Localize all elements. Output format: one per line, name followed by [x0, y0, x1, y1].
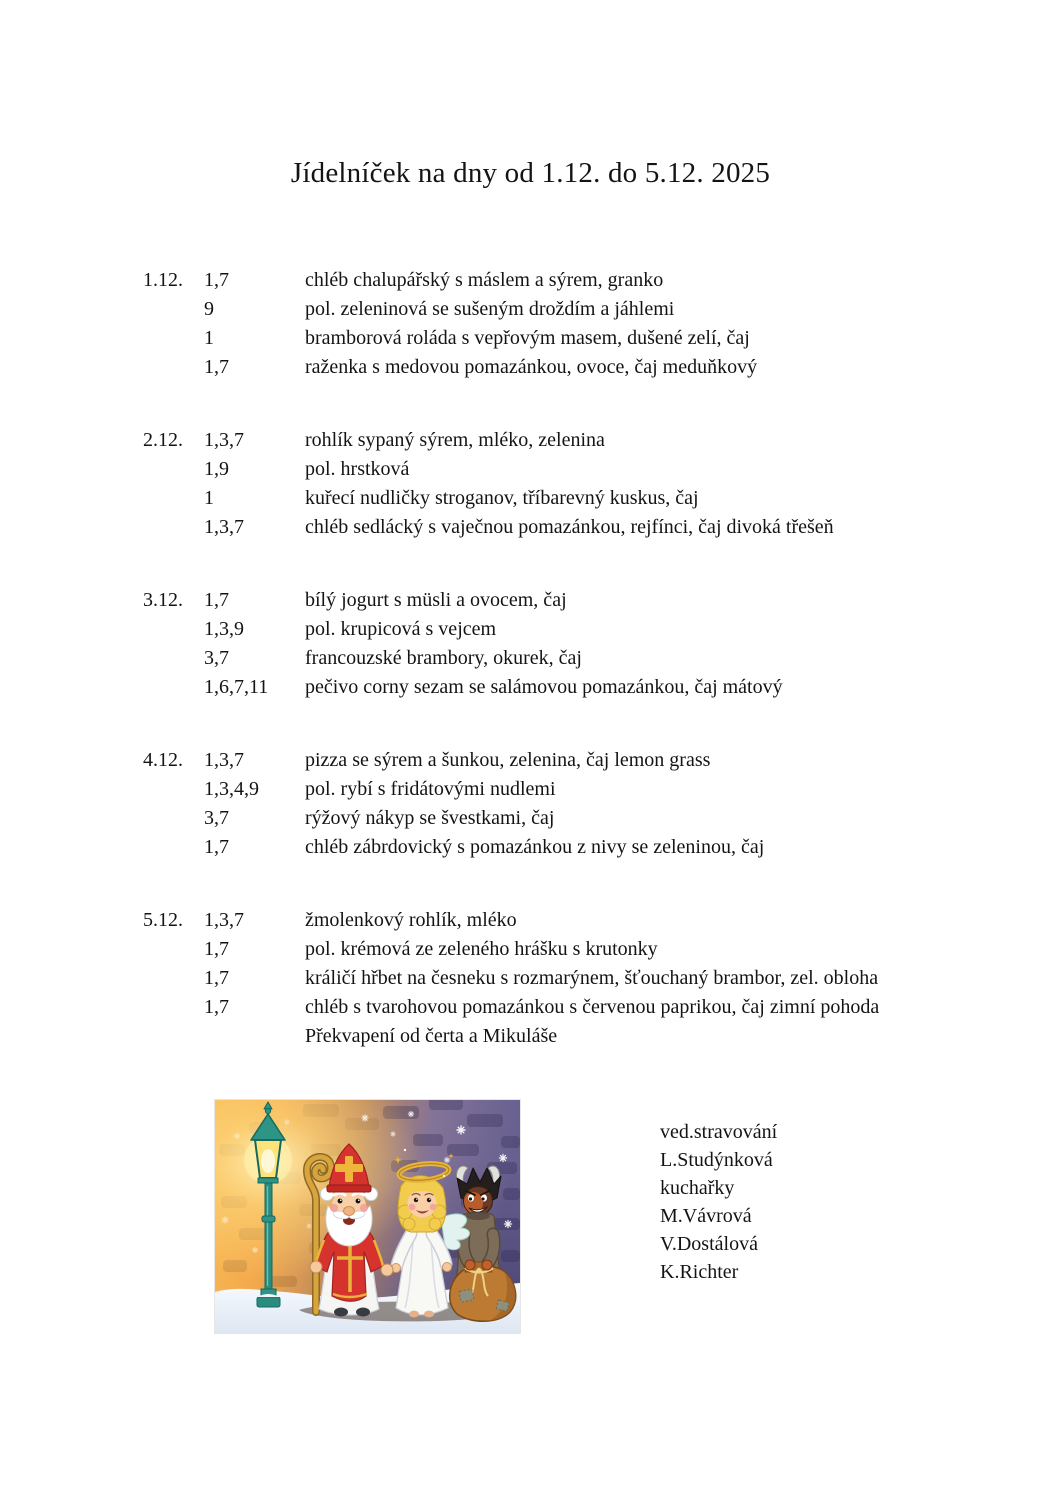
- dish-text: pol. rybí s fridátovými nudlemi: [305, 778, 556, 800]
- signature-line: M.Vávrová: [660, 1205, 752, 1227]
- menu-row: [143, 964, 943, 993]
- dish-text: bramborová roláda s vepřovým masem, dušené zelí, čaj: [305, 327, 750, 349]
- menu-row: [143, 804, 943, 833]
- menu-day-block: [143, 266, 943, 382]
- menu-date: [143, 484, 204, 513]
- menu-row: [143, 615, 943, 644]
- menu-date: [143, 673, 204, 702]
- menu-date: [143, 353, 204, 382]
- menu-row: [143, 935, 943, 964]
- menu-row: [143, 426, 943, 455]
- menu-date: [143, 644, 204, 673]
- dish-text: pečivo corny sezam se salámovou pomazánkou, čaj mátový: [305, 676, 783, 698]
- menu-day-block: [143, 586, 943, 702]
- menu-date: [143, 295, 204, 324]
- dish-text: chléb sedlácký s vaječnou pomazánkou, rejfínci, čaj divoká třešeň: [305, 516, 834, 538]
- menu-date: [143, 775, 204, 804]
- allergen-codes: 1,3,4,9: [204, 778, 259, 800]
- dish-text: králičí hřbet na česneku s rozmarýnem, šťouchaný brambor, zel. obloha: [305, 967, 879, 989]
- allergen-codes: [204, 1022, 305, 1051]
- menu-date: [143, 455, 204, 484]
- menu-date: [143, 993, 204, 1022]
- menu-row: [143, 586, 943, 615]
- dish-text: chléb zábrdovický s pomazánkou z nivy se zeleninou, čaj: [305, 836, 765, 858]
- menu-row: [143, 775, 943, 804]
- dish-text: kuřecí nudličky stroganov, tříbarevný kuskus, čaj: [305, 487, 699, 509]
- signature-block: [660, 1118, 777, 1286]
- menu-date: 3.12.: [143, 589, 183, 611]
- allergen-codes: 1,7: [204, 836, 229, 858]
- signature-line: kuchařky: [660, 1177, 735, 1199]
- dish-text: bílý jogurt s müsli a ovocem, čaj: [305, 589, 567, 611]
- dish-text: chléb s tvarohovou pomazánkou s červenou paprikou, čaj zimní pohoda: [305, 996, 880, 1018]
- allergen-codes: 1,3,7: [204, 749, 244, 771]
- allergen-codes: 1,9: [204, 458, 229, 480]
- menu-date: 4.12.: [143, 749, 183, 771]
- menu-date: [143, 615, 204, 644]
- allergen-codes: 1,6,7,11: [204, 676, 269, 698]
- menu-date: 5.12.: [143, 909, 183, 931]
- menu-date: 1.12.: [143, 269, 183, 291]
- menu-row: [143, 353, 943, 382]
- menu-date: [143, 513, 204, 542]
- dish-text: Překvapení od čerta a Mikuláše: [305, 1025, 558, 1047]
- allergen-codes: 1: [204, 327, 214, 349]
- allergen-codes: 1,7: [204, 938, 229, 960]
- allergen-codes: 3,7: [204, 807, 229, 829]
- menu-row: [143, 673, 943, 702]
- signature-line: V.Dostálová: [660, 1233, 758, 1255]
- menu-row: [143, 484, 943, 513]
- signature-line: K.Richter: [660, 1261, 739, 1283]
- menu-date: [143, 935, 204, 964]
- dish-text: chléb chalupářský s máslem a sýrem, granko: [305, 269, 664, 291]
- dish-text: pol. krupicová s vejcem: [305, 618, 497, 640]
- allergen-codes: 1,3,7: [204, 429, 244, 451]
- dish-text: pol. hrstková: [305, 458, 410, 480]
- allergen-codes: 1,3,9: [204, 618, 244, 640]
- dish-text: francouzské brambory, okurek, čaj: [305, 647, 582, 669]
- allergen-codes: 1,7: [204, 967, 229, 989]
- menu-row: [143, 746, 943, 775]
- menu-row: [143, 266, 943, 295]
- allergen-codes: 1: [204, 487, 214, 509]
- menu-day-block: [143, 746, 943, 862]
- menu-row: [143, 513, 943, 542]
- menu-date: [143, 804, 204, 833]
- menu-row: [143, 906, 943, 935]
- allergen-codes: 1,7: [204, 356, 229, 378]
- dish-text: raženka s medovou pomazánkou, ovoce, čaj meduňkový: [305, 356, 758, 378]
- allergen-codes: 3,7: [204, 647, 229, 669]
- page-title: Jídelníček na dny od 1.12. do 5.12. 2025: [290, 157, 771, 189]
- menu-row: [143, 455, 943, 484]
- allergen-codes: 1,7: [204, 996, 229, 1018]
- menu-day-block: [143, 906, 943, 1051]
- menu-row: [143, 644, 943, 673]
- menu-row: [143, 993, 943, 1022]
- mikulas-illustration-svg: [215, 1100, 520, 1333]
- menu-row: [143, 833, 943, 862]
- allergen-codes: 1,3,7: [204, 909, 244, 931]
- allergen-codes: 1,7: [204, 589, 229, 611]
- allergen-codes: 1,7: [204, 269, 229, 291]
- dish-text: pol. zeleninová se sušeným droždím a jáhlemi: [305, 298, 675, 320]
- dish-text: žmolenkový rohlík, mléko: [305, 909, 517, 931]
- menu-date: [143, 833, 204, 862]
- menu-date: [143, 964, 204, 993]
- dish-text: rýžový nákyp se švestkami, čaj: [305, 807, 555, 829]
- menu-row: [143, 1022, 943, 1051]
- menu-row: [143, 324, 943, 353]
- allergen-codes: 1,3,7: [204, 516, 244, 538]
- dish-text: pol. krémová ze zeleného hrášku s krutonky: [305, 938, 658, 960]
- signature-line: L.Studýnková: [660, 1149, 773, 1171]
- mikulas-illustration: [215, 1100, 520, 1333]
- menu: [143, 266, 943, 1095]
- allergen-codes: 9: [204, 298, 214, 320]
- dish-text: rohlík sypaný sýrem, mléko, zelenina: [305, 429, 605, 451]
- menu-date: 2.12.: [143, 429, 183, 451]
- menu-date: [143, 1022, 204, 1051]
- menu-day-block: [143, 426, 943, 542]
- menu-date: [143, 324, 204, 353]
- signature-line: ved.stravování: [660, 1121, 778, 1143]
- menu-row: [143, 295, 943, 324]
- dish-text: pizza se sýrem a šunkou, zelenina, čaj lemon grass: [305, 749, 711, 771]
